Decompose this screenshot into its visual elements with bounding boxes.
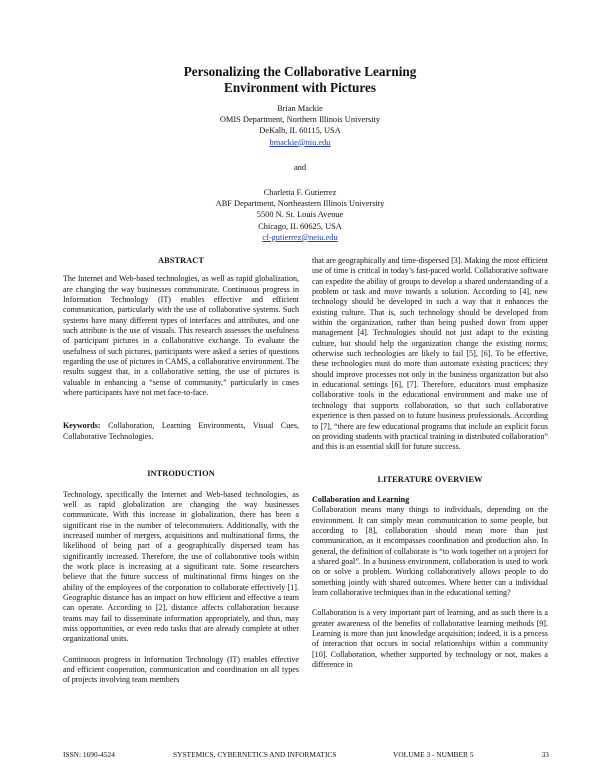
author-1-dept: OMIS Department, Northern Illinois University [219, 115, 381, 125]
introduction-heading: INTRODUCTION [147, 469, 215, 479]
footer-volume: VOLUME 3 - NUMBER 5 [393, 750, 474, 759]
footer-page-number: 33 [541, 750, 549, 759]
literature-subheading: Collaboration and Learning [312, 494, 410, 504]
author-1-name: Brian Mackie [277, 104, 323, 113]
author-2-city: Chicago, IL 60625, USA [258, 221, 342, 231]
author-block [0, 103, 600, 243]
author-2-email-link[interactable]: cf-gutierrez@neiu.edu [262, 232, 338, 242]
literature-paragraph-2: Collaboration is a very important part of learning, and as such there is a greater awareness of the benefits of collaborative learning methods [9]. Learning is more than just knowledge acquisition; indeed, it is a process of interaction that occurs in social relationships within a community [10]. Collaboration, whether supported by technology or not, makes a difference in [312, 608, 548, 670]
author-2-dept: ABF Department, Northeastern Illinois University [215, 199, 385, 209]
left-column [63, 256, 299, 686]
footer-journal: SYSTEMICS, CYBERNETICS AND INFORMATICS [173, 750, 337, 759]
introduction-paragraph-2: Continuous progress in Information Technology (IT) enables effective and efficient cooperation, communication and coordination on all types of projects involving team members [63, 654, 299, 685]
footer-issn: ISSN: 1690-4524 [63, 750, 115, 759]
keywords-paragraph [63, 421, 299, 442]
introduction-paragraph-1: Technology, specifically the Internet and Web-based technologies, as well as rapid globalization are changing the way businesses communicate. With this increase in globalization, there has been a significant rise in the number of telecommuters. Additionally, with the increased number of mergers, acquisitions and multinational firms, the likelihood of being part of a geographically dispersed team has significantly increased. Therefore, the use of collaborative tools within the work place is increasing at a significant rate. Some researchers believe that the future success of multinational firms hinges on the ability of the employees of the corporation to collaborate effectively [1]. Geographic distance has an impact on how efficient and effective a team can operate. According to [2], distance affects collaboration because teams may fail to disseminate information appropriately, and thus, may miss opportunities, or even redo tasks that are already complete at other organizational units. [63, 489, 299, 644]
title-line-1: Personalizing the Collaborative Learning [183, 64, 417, 79]
keywords-label: Keywords: [63, 421, 101, 431]
author-2-address: 5500 N. St. Louis Avenue [256, 210, 344, 220]
introduction-paragraph-3: that are geographically and time-dispersed [3]. Making the most efficient use of time is critical in today’s fast-paced world. Collaborative software can expedite the ability of groups to develop a shared understanding of a problem or task and move towards a solution. According to [4], new technology should be developed in such a way that it enhances the existing culture. That is, such technology should be developed from within the organization, rather than being pushed down from upper management [4]. Technologies should not just adapt to the existing culture, but should help the organization change the existing norms; otherwise such technologies are likely to fail [5], [6]. To be effective, these technologies must do more than automate existing practices; they should improve processes not only in the business organization but also in educational settings [6], [7]. Therefore, educators must emphasize collaborative tools in the educational environment and make use of technology that supports collaboration, so that such collaborative experience is then passed on to future business professionals. According to [7], “there are few educational programs that include an explicit focus on providing students with practical training in distributed collaboration” and this is an essential skill for future success. [312, 256, 548, 452]
abstract-heading: ABSTRACT [158, 256, 204, 265]
literature-heading: LITERATURE OVERVIEW [377, 474, 483, 484]
right-column [312, 256, 548, 670]
title-line-2: Environment with Pictures [224, 80, 376, 95]
author-2-name: Charletta F. Gutierrez [263, 188, 337, 198]
and-separator: and [293, 162, 307, 172]
author-1-email-link[interactable]: bmackie@niu.edu [269, 137, 331, 147]
paper-title [0, 64, 600, 96]
abstract-text: The Internet and Web-based technologies, as well as rapid globalization, are changing the way businesses communicate. Continuous progress in Information Technology (IT) enables effective and efficient communication, particularly with the use of collaborative systems. Such systems have many different types of interfaces and attributes, and one such attribute is the use of visuals. This research assesses the usefulness of participant pictures in a collaborative exchange. To evaluate the usefulness of such pictures, participants were asked a series of questions regarding the use of pictures in CAMS, a collaborative environment. The results suggest that, in a collaborative setting, the use of pictures is valuable in enhancing a “sense of community,” particularly in cases where participants have not met face-to-face. [63, 274, 299, 398]
keywords-text: Collaboration, Learning Environments, Visual Cues, Collaborative Technologies. [63, 421, 299, 441]
author-1-city: DeKalb, IL 60115, USA [259, 126, 341, 136]
literature-paragraph-1: Collaboration means many things to individuals, depending on the environment. It can simply mean communication to some people, but according to [8], collaboration should mean more than just communication, as it encompasses coordination and production also. In general, the definition of collaborate is “to work together on a project for a shared goal”. In a business environment, collaboration is used to work on or solve a problem. Working collaboratively allows people to do something jointly with shared outcomes. Where better can a individual learn collaborative techniques than in the educational setting? [312, 505, 548, 597]
